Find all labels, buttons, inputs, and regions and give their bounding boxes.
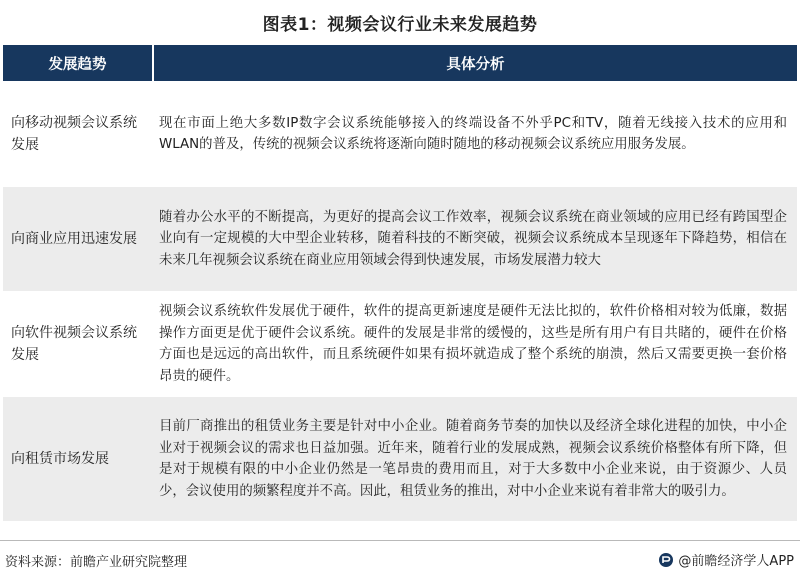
table-header-row [3, 45, 797, 82]
brand-logo-icon [658, 552, 674, 568]
column-header-trend: 发展趋势 [3, 45, 153, 82]
trend-table [3, 45, 797, 521]
table-row [3, 397, 797, 522]
trend-cell: 向移动视频会议系统发展 [3, 82, 153, 187]
page-title: 图表1：视频会议行业未来发展趋势 [262, 15, 538, 35]
source-note: 资料来源：前瞻产业研究院整理 [5, 555, 188, 570]
analysis-cell: 目前厂商推出的租赁业务主要是针对中小企业。随着商务节奏的加快以及经济全球化进程的加快，中小企业对于视频会议的需求也日益加强。近年来，随着行业的发展成熟，视频会议系统价格整体有所下降，但是对于规模有限的中小企业仍然是一笔昂贵的费用而且，对于大多数中小企业来说，由于资源少、人员少，会议使用的频繁程度并不高。因此，租赁业务的推出，对中小企业来说有着非常大的吸引力。 [153, 397, 797, 522]
trend-cell: 向商业应用迅速发展 [3, 187, 153, 292]
table-row [3, 187, 797, 292]
analysis-cell: 现在市面上绝大多数IP数字会议系统能够接入的终端设备不外乎PC和TV，随着无线接入技术的应用和WLAN的普及，传统的视频会议系统将逐渐向随时随地的移动视频会议系统应用服务发展。 [153, 82, 797, 187]
brand-credit [658, 550, 794, 569]
table-row [3, 292, 797, 397]
analysis-cell: 视频会议系统软件发展优于硬件，软件的提高更新速度是硬件无法比拟的，软件价格相对较为低廉，数据操作方面更是优于硬件会议系统。硬件的发展是非常的缓慢的，这些是所有用户有目共睹的，硬件在价格方面也是远远的高出软件，而且系统硬件如果有损坏就造成了整个系统的崩溃，然后又需要更换一套价格昂贵的硬件。 [153, 292, 797, 397]
column-header-analysis: 具体分析 [153, 45, 797, 82]
brand-label: @前瞻经济学人APP [678, 554, 794, 569]
trend-cell: 向租赁市场发展 [3, 397, 153, 522]
trend-cell: 向软件视频会议系统发展 [3, 292, 153, 397]
table-row [3, 82, 797, 187]
analysis-cell: 随着办公水平的不断提高，为更好的提高会议工作效率，视频会议系统在商业领域的应用已经有跨国型企业向有一定规模的大中型企业转移，随着科技的不断突破，视频会议系统成本呈现逐年下降趋势，相信在未来几年视频会议系统在商业应用领域会得到快速发展，市场发展潜力较大 [153, 187, 797, 292]
footer [0, 540, 800, 581]
